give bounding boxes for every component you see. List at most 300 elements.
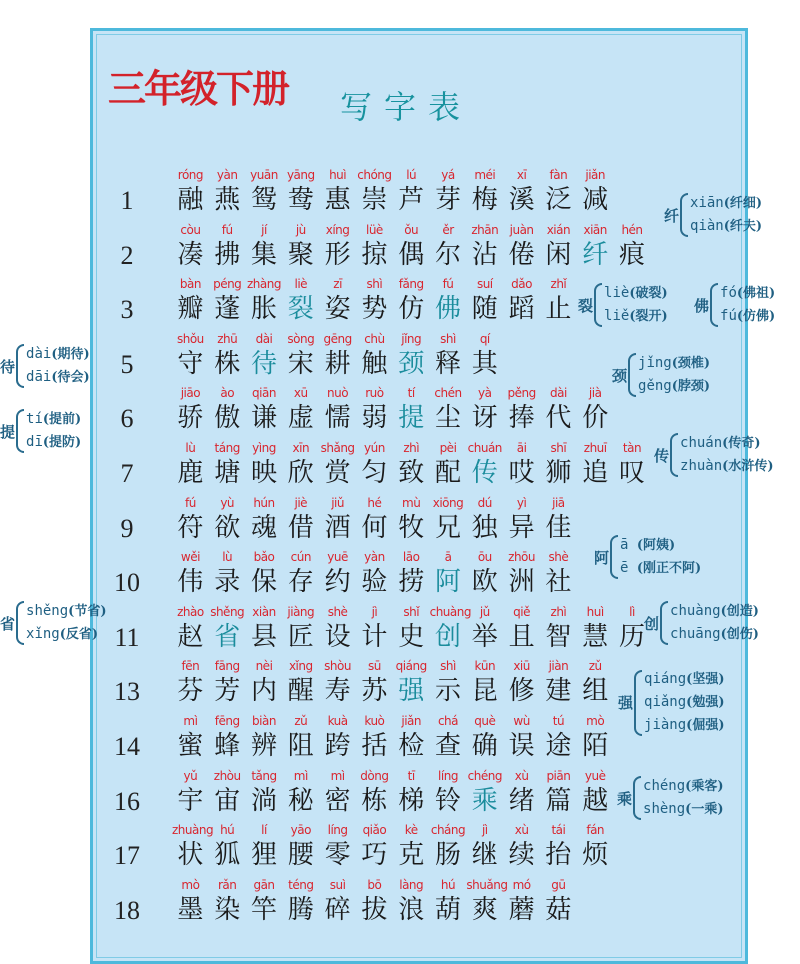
reading-word: (阿姨) xyxy=(636,538,676,553)
character: 设 xyxy=(324,621,351,652)
pinyin: gān xyxy=(253,877,275,892)
reading-pinyin: zhuàn xyxy=(680,458,723,474)
character-cell xyxy=(503,821,540,871)
character-cell xyxy=(282,603,319,653)
character: 叹 xyxy=(618,457,645,488)
character: 修 xyxy=(508,676,535,707)
polyphone-note xyxy=(617,775,723,821)
character: 芳 xyxy=(214,676,241,707)
pinyin: yuān xyxy=(250,168,278,182)
lesson-row xyxy=(0,876,660,931)
character-cell xyxy=(172,657,209,707)
readings xyxy=(680,432,773,478)
reading-word: (倔强) xyxy=(686,718,725,733)
pinyin: wù xyxy=(513,713,530,728)
reading-word: (水浒传) xyxy=(722,459,774,474)
reading-word: (乘客) xyxy=(685,779,724,794)
pinyin: fú xyxy=(184,495,196,510)
pinyin: yàn xyxy=(216,168,238,182)
pinyin: mì xyxy=(293,768,308,783)
pinyin: fú xyxy=(442,277,454,292)
note-character: 强 xyxy=(618,694,634,712)
reading-pinyin: ā xyxy=(620,537,637,553)
character: 醒 xyxy=(287,676,314,707)
lesson-number: 17 xyxy=(114,841,140,871)
character-cell xyxy=(577,767,614,817)
character: 欣 xyxy=(287,457,314,488)
note-character: 传 xyxy=(654,446,670,465)
character-cell xyxy=(393,330,430,380)
reading-pinyin: liě xyxy=(604,308,630,324)
character: 痕 xyxy=(618,239,645,270)
pinyin: shì xyxy=(366,277,383,292)
pinyin: mò xyxy=(181,877,200,892)
lesson-number: 10 xyxy=(114,568,140,598)
character: 内 xyxy=(250,676,277,707)
character-cell xyxy=(540,494,577,544)
readings xyxy=(644,668,724,737)
pinyin: fú xyxy=(221,222,233,237)
reading-word: (裂开) xyxy=(629,309,668,324)
pinyin: qiān xyxy=(252,386,276,401)
character-cell xyxy=(540,603,577,653)
pinyin: shì xyxy=(440,659,456,674)
character-cell xyxy=(430,876,467,926)
character: 赵 xyxy=(177,621,204,652)
character: 酒 xyxy=(324,512,351,543)
reading-pinyin: chuàng xyxy=(670,603,721,619)
pinyin: yù xyxy=(220,495,235,510)
character: 腰 xyxy=(287,840,314,871)
reading-word: (反省) xyxy=(59,627,99,642)
character-cell xyxy=(246,821,283,871)
character-cell xyxy=(393,494,430,544)
character: 借 xyxy=(287,512,314,543)
character-cell xyxy=(319,330,356,380)
character: 狐 xyxy=(214,840,241,871)
pinyin: mò xyxy=(586,713,605,728)
character-cell xyxy=(209,384,246,434)
polyphone-character: 省 xyxy=(214,621,241,652)
brace-icon xyxy=(594,283,602,327)
character: 尘 xyxy=(434,403,461,434)
character-cell xyxy=(393,603,430,653)
character: 录 xyxy=(214,567,241,598)
character: 存 xyxy=(287,567,314,598)
brace-icon xyxy=(610,535,618,579)
character: 捞 xyxy=(398,567,425,598)
brace-icon xyxy=(680,193,688,237)
character-cell xyxy=(430,494,467,544)
reading-pinyin: jǐng xyxy=(638,355,672,371)
character-cell xyxy=(356,494,393,544)
character: 鸳 xyxy=(250,185,277,215)
pinyin: jiè xyxy=(294,495,308,510)
character-cell xyxy=(540,275,577,325)
polyphone-character: 颈 xyxy=(398,348,425,379)
lesson-number: 16 xyxy=(114,786,140,816)
character: 致 xyxy=(398,457,425,488)
character-cell xyxy=(466,876,508,926)
reading-word: (颈椎) xyxy=(671,356,711,371)
character-cell xyxy=(466,494,503,544)
note-character: 创 xyxy=(644,614,660,633)
polyphone-note xyxy=(0,408,81,454)
character-cell xyxy=(466,275,503,325)
character: 拔 xyxy=(361,894,388,925)
character-cell xyxy=(577,439,614,489)
lesson-row xyxy=(0,657,660,712)
character-cell xyxy=(356,767,393,817)
character: 史 xyxy=(398,621,425,652)
character-cell xyxy=(393,821,430,871)
character-cell xyxy=(503,166,540,216)
character-cell xyxy=(540,439,577,489)
character: 牧 xyxy=(398,512,425,543)
pinyin: chá xyxy=(437,713,459,728)
note-character: 佛 xyxy=(694,296,710,315)
pinyin: péng xyxy=(213,277,242,292)
character: 融 xyxy=(177,185,204,215)
character: 续 xyxy=(508,840,535,871)
character-cell xyxy=(430,821,467,871)
character-cell xyxy=(319,494,356,544)
pinyin: dú xyxy=(477,495,492,510)
reading-word: (提防) xyxy=(42,435,82,450)
character: 骄 xyxy=(177,403,204,434)
reading xyxy=(644,668,724,691)
character: 谦 xyxy=(250,403,277,434)
character: 姿 xyxy=(324,294,351,325)
reading xyxy=(720,282,775,305)
character: 烦 xyxy=(582,840,609,871)
reading-word: (坚强) xyxy=(686,672,725,687)
character-cell xyxy=(393,221,430,271)
reading xyxy=(604,305,668,328)
pinyin: kūn xyxy=(474,659,496,674)
pinyin: lú xyxy=(406,168,417,182)
character: 代 xyxy=(545,403,572,434)
character: 触 xyxy=(361,348,388,379)
character-cell xyxy=(577,221,614,271)
pinyin: chéng xyxy=(467,768,502,783)
pinyin: xiū xyxy=(513,659,530,674)
character: 异 xyxy=(508,512,535,543)
character-cell xyxy=(466,548,503,598)
polyphone-note xyxy=(0,343,90,389)
character: 捧 xyxy=(508,403,535,434)
character-cell xyxy=(393,548,430,598)
pinyin: zhàng xyxy=(247,277,281,292)
character-cell xyxy=(393,384,430,434)
character: 误 xyxy=(508,730,535,761)
pinyin: chuàng xyxy=(429,604,471,619)
character-cell xyxy=(209,603,246,653)
character-cell xyxy=(246,548,283,598)
character: 欧 xyxy=(471,567,498,598)
character-cell xyxy=(246,657,283,707)
reading-word: (纤夫) xyxy=(723,219,763,234)
character-cell xyxy=(209,821,246,871)
character-cell xyxy=(393,657,430,707)
pinyin: qiáng xyxy=(395,659,427,674)
character: 组 xyxy=(582,676,609,707)
pinyin: tǎng xyxy=(251,768,277,783)
character-cell xyxy=(430,712,467,762)
character-cell xyxy=(356,657,393,707)
pinyin: jiàng xyxy=(287,604,315,619)
character-cell xyxy=(430,767,467,817)
character: 何 xyxy=(361,512,388,543)
character-cell xyxy=(466,439,503,489)
character-cell xyxy=(172,384,209,434)
character-cell xyxy=(246,166,283,216)
pinyin: zhōu xyxy=(508,550,536,565)
character-cell xyxy=(430,221,467,271)
character: 弱 xyxy=(361,403,388,434)
character: 竿 xyxy=(250,894,277,925)
character: 爽 xyxy=(471,894,498,925)
readings xyxy=(26,408,81,454)
character-cell xyxy=(356,821,393,871)
character-cell xyxy=(319,439,356,489)
pinyin: rǎn xyxy=(217,877,237,892)
reading-word: (勉强) xyxy=(686,695,725,710)
pinyin: kuà xyxy=(327,713,348,728)
lesson-number: 14 xyxy=(114,731,140,761)
pinyin: cháng xyxy=(430,823,466,838)
polyphone-character: 佛 xyxy=(434,294,461,325)
character-cell xyxy=(282,876,319,926)
character: 拂 xyxy=(214,239,241,270)
character: 讶 xyxy=(471,403,498,434)
reading xyxy=(680,455,773,478)
reading xyxy=(643,798,723,821)
pinyin: dài xyxy=(549,386,567,401)
pinyin: xiàn xyxy=(252,604,276,619)
page-title: 写字表 xyxy=(340,88,473,126)
character-cell xyxy=(577,712,614,762)
character: 虚 xyxy=(287,403,314,434)
character: 约 xyxy=(324,567,351,598)
character-cell xyxy=(430,384,467,434)
character-cell xyxy=(356,275,393,325)
character-cell xyxy=(319,166,356,216)
brace-icon xyxy=(634,670,642,736)
note-character: 颈 xyxy=(612,366,628,385)
pinyin: qiě xyxy=(513,604,530,619)
pinyin: suì xyxy=(329,877,346,892)
pinyin: shòu xyxy=(324,659,351,674)
character: 佳 xyxy=(545,512,572,543)
reading xyxy=(690,192,762,215)
character-cell xyxy=(466,821,503,871)
polyphone-note xyxy=(644,600,759,646)
lesson-row xyxy=(0,384,660,439)
character-cell xyxy=(282,275,319,325)
lesson-number: 1 xyxy=(120,186,134,215)
reading-pinyin: dài xyxy=(26,346,52,362)
polyphone-character: 阿 xyxy=(434,567,461,598)
character-cell xyxy=(503,603,540,653)
pinyin: còu xyxy=(180,222,201,237)
character: 兄 xyxy=(434,512,461,543)
character-cell xyxy=(209,712,246,762)
character-cell xyxy=(209,275,246,325)
pinyin: xīn xyxy=(292,440,310,455)
polyphone-note xyxy=(578,282,668,328)
pinyin: jǔ xyxy=(479,604,490,619)
character-cell xyxy=(319,657,356,707)
character: 其 xyxy=(471,348,498,379)
character-cell xyxy=(246,876,283,926)
pinyin: gēng xyxy=(323,331,352,346)
pinyin: biàn xyxy=(252,713,276,728)
character-cell xyxy=(172,603,209,653)
pinyin: shěng xyxy=(210,604,245,619)
pinyin: yuè xyxy=(584,768,606,783)
lesson-number: 2 xyxy=(120,240,134,270)
character-cell xyxy=(209,767,246,817)
character: 辨 xyxy=(250,730,277,761)
reading-pinyin: shěng xyxy=(26,603,69,619)
character-cell xyxy=(614,439,651,489)
character-cell xyxy=(466,712,503,762)
pinyin: yāng xyxy=(286,168,315,182)
character-cell xyxy=(430,275,467,325)
brace-icon xyxy=(670,433,678,477)
character-cell xyxy=(246,330,283,380)
character: 腾 xyxy=(287,894,314,925)
character: 括 xyxy=(361,730,388,761)
pinyin: yá xyxy=(441,168,455,182)
pinyin: liè xyxy=(294,277,308,292)
reading xyxy=(670,600,759,623)
character-cell xyxy=(466,657,503,707)
pinyin: táng xyxy=(214,440,240,455)
character-cell xyxy=(282,767,319,817)
character-cell xyxy=(209,548,246,598)
character: 智 xyxy=(545,621,572,652)
pinyin: qiǎo xyxy=(362,823,387,838)
polyphone-character: 提 xyxy=(398,403,425,434)
reading xyxy=(26,343,90,366)
pinyin: nèi xyxy=(255,659,273,674)
character: 肠 xyxy=(434,840,461,871)
polyphone-note xyxy=(612,352,710,398)
character: 示 xyxy=(434,676,461,707)
pinyin: jiǎn xyxy=(585,168,606,182)
reading xyxy=(638,352,710,375)
lesson-row xyxy=(0,548,660,603)
character: 染 xyxy=(214,894,241,925)
pinyin: bàn xyxy=(179,277,201,292)
pinyin: fán xyxy=(586,823,605,838)
character-table xyxy=(0,166,660,930)
character-cell xyxy=(503,384,540,434)
polyphone-note xyxy=(664,192,762,238)
reading xyxy=(26,408,81,431)
pinyin: ā xyxy=(444,550,452,565)
readings xyxy=(26,600,106,646)
character-cell xyxy=(246,603,283,653)
reading-word: (创伤) xyxy=(720,627,759,642)
pinyin: yàn xyxy=(364,550,385,565)
pinyin: xǐng xyxy=(288,659,313,674)
pinyin: shī xyxy=(550,440,567,455)
character-cell xyxy=(429,603,471,653)
pinyin: xū xyxy=(293,386,308,401)
character-cell xyxy=(466,330,503,380)
character-cell xyxy=(319,275,356,325)
reading-pinyin: chuán xyxy=(680,435,723,451)
brace-icon xyxy=(16,601,24,645)
character-cell xyxy=(209,494,246,544)
character-cell xyxy=(246,384,283,434)
pinyin: xiōng xyxy=(432,495,464,510)
character-cell xyxy=(282,330,319,380)
character-cell xyxy=(540,166,577,216)
character: 确 xyxy=(471,730,498,761)
reading xyxy=(26,431,81,454)
character: 葫 xyxy=(434,894,461,925)
brace-icon xyxy=(16,409,24,453)
character-cell xyxy=(540,657,577,707)
character: 形 xyxy=(324,239,351,270)
character-cell xyxy=(577,603,614,653)
character: 篇 xyxy=(545,785,572,816)
reading xyxy=(644,714,724,737)
character-cell xyxy=(356,603,393,653)
pinyin: shǐ xyxy=(403,604,420,619)
character-cell xyxy=(393,275,430,325)
pinyin: tàn xyxy=(622,440,642,455)
pinyin: juàn xyxy=(509,222,534,237)
character-cell xyxy=(503,221,540,271)
pinyin: líng xyxy=(327,823,348,838)
polyphone-character: 裂 xyxy=(287,294,314,325)
lesson-number: 13 xyxy=(114,677,140,707)
character: 独 xyxy=(471,512,498,543)
character-cell xyxy=(246,275,283,325)
pinyin: zī xyxy=(333,277,342,292)
character-cell xyxy=(282,439,319,489)
pinyin: pèi xyxy=(439,440,457,455)
character-cell xyxy=(356,166,393,216)
character-cell xyxy=(319,876,356,926)
character: 保 xyxy=(250,567,277,598)
lesson-row xyxy=(0,166,660,221)
pinyin: tú xyxy=(552,713,565,728)
character: 苏 xyxy=(361,676,388,707)
character-cell xyxy=(614,221,651,271)
character: 映 xyxy=(250,457,277,488)
polyphone-character: 强 xyxy=(398,676,425,707)
pinyin: yāo xyxy=(290,823,311,838)
character: 状 xyxy=(177,840,204,871)
polyphone-character: 创 xyxy=(434,621,461,652)
character: 梯 xyxy=(398,785,425,816)
pinyin: dǎo xyxy=(511,277,532,292)
brace-icon xyxy=(660,601,668,645)
character: 墨 xyxy=(177,894,204,925)
character: 崇 xyxy=(361,185,388,215)
reading xyxy=(26,600,106,623)
pinyin: shè xyxy=(548,550,569,565)
reading xyxy=(644,691,724,714)
character-cell xyxy=(430,166,467,216)
lesson-row xyxy=(0,221,660,276)
